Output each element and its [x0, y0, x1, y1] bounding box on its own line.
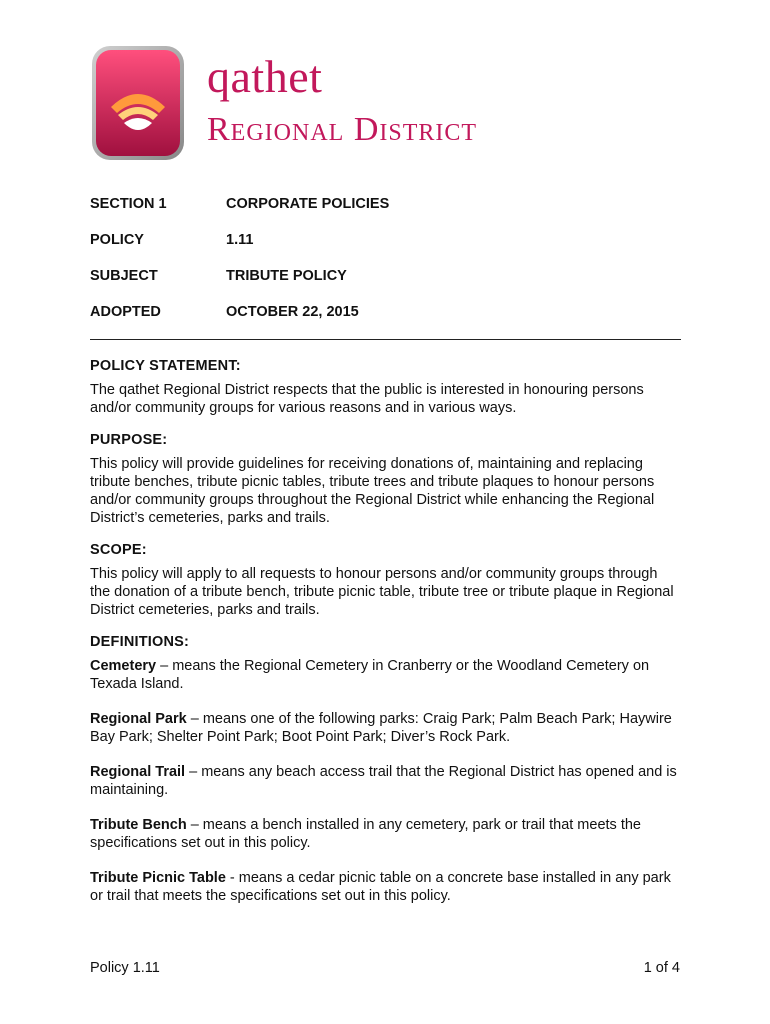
- meta-value: 1.11: [226, 232, 254, 248]
- definition-text: – means one of the following parks: Craig Park; Palm Beach Park; Haywire Bay Park; Shelter Point Park; Boot Point Park; Diver’s Rock Park.: [90, 711, 672, 745]
- definitions-section: [90, 633, 680, 905]
- definition-text: – means a bench installed in any cemetery, park or trail that meets the specifications set out in this policy.: [90, 817, 641, 851]
- brand-subtitle: Regional District: [207, 111, 478, 148]
- section-heading: DEFINITIONS:: [90, 634, 190, 650]
- logo-icon: [91, 45, 185, 161]
- section-text: This policy will provide guidelines for receiving donations of, maintaining and replacing tribute benches, tribute picnic tables, tribute trees and tribute plaques to honour persons and/or community groups throughout the Regional District while enhancing the Regional District’s cemeteries, parks and trails.: [90, 456, 655, 526]
- definition-item: [90, 816, 680, 852]
- section-heading: POLICY STATEMENT:: [90, 358, 241, 374]
- scope-section: [90, 541, 680, 619]
- definition-item: [90, 869, 680, 905]
- definition-text: – means the Regional Cemetery in Cranberry or the Woodland Cemetery on Texada Island.: [90, 658, 650, 692]
- definition-item: [90, 763, 680, 799]
- section-text: This policy will apply to all requests to honour persons and/or community groups through the donation of a tribute bench, tribute picnic table, tribute tree or tribute plaque in Regional District cemeteries, parks and trails.: [90, 566, 674, 618]
- purpose-section: [90, 431, 680, 527]
- footer-page-number: 1 of 4: [643, 960, 680, 976]
- meta-value: OCTOBER 22, 2015: [226, 304, 359, 320]
- policy-statement-section: [90, 357, 680, 417]
- meta-label: ADOPTED: [90, 304, 161, 320]
- brand-name: qathet: [207, 51, 323, 102]
- definition-term: Cemetery: [90, 658, 157, 674]
- footer-policy-number: Policy 1.11: [90, 960, 160, 976]
- definition-term: Tribute Bench: [90, 817, 187, 833]
- definition-item: [90, 710, 680, 746]
- meta-label: SECTION 1: [90, 196, 167, 212]
- section-text: The qathet Regional District respects that the public is interested in honouring persons and/or community groups for various reasons and in various ways.: [90, 382, 644, 416]
- definition-term: Regional Trail: [90, 764, 186, 780]
- definition-term: Tribute Picnic Table: [90, 870, 226, 886]
- policy-body: [90, 357, 680, 922]
- meta-value: TRIBUTE POLICY: [226, 268, 347, 284]
- definition-text: - means a cedar picnic table on a concrete base installed in any park or trail that meets the specifications set out in this policy.: [90, 870, 671, 904]
- meta-label: POLICY: [90, 232, 144, 248]
- definition-term: Regional Park: [90, 711, 187, 727]
- section-heading: PURPOSE:: [90, 432, 168, 448]
- divider: [90, 339, 681, 340]
- meta-value: CORPORATE POLICIES: [226, 196, 390, 212]
- definition-text: – means any beach access trail that the Regional District has opened and is maintaining.: [90, 764, 677, 798]
- meta-label: SUBJECT: [90, 268, 158, 284]
- definition-item: [90, 657, 680, 693]
- section-heading: SCOPE:: [90, 542, 147, 558]
